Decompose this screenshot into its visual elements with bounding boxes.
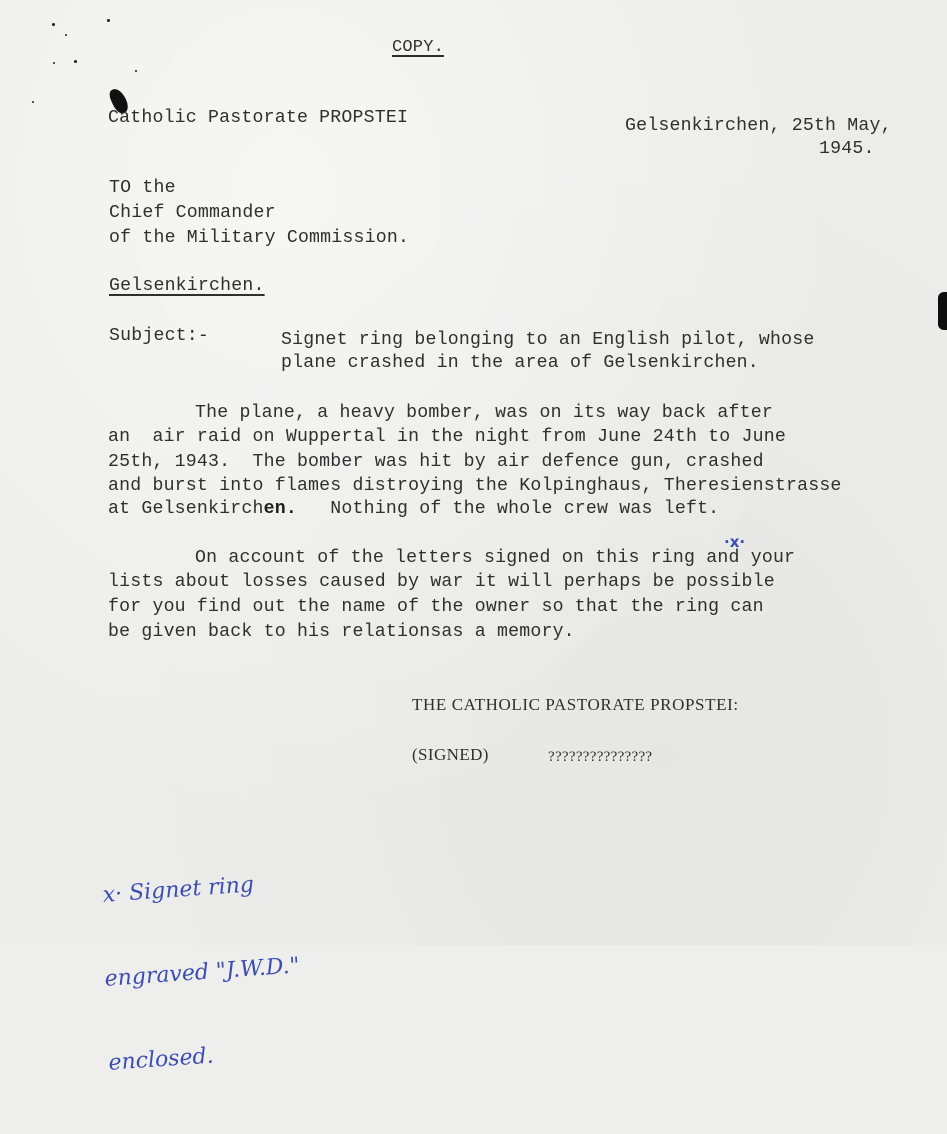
edge-mark <box>938 292 947 330</box>
paragraph1-line5-part-a: at Gelsenkirch <box>108 499 264 519</box>
place-date-line2: 1945. <box>819 139 875 159</box>
signed-label: (SIGNED) <box>412 745 489 764</box>
speck <box>65 34 67 36</box>
paragraph1-line5 <box>108 497 719 521</box>
recipient-line3: of the Military Commission. <box>109 228 410 248</box>
place-date-line1: Gelsenkirchen, 25th May, <box>625 116 892 136</box>
speck <box>32 101 34 103</box>
paragraph2-line3: for you find out the name of the owner so that the ring can <box>108 597 764 617</box>
paragraph1-line3: 25th, 1943. The bomber was hit by air defence gun, crashed <box>108 452 764 472</box>
handwritten-note-line3: enclosed. <box>107 1043 215 1076</box>
handwritten-note-line2: engraved "J.W.D." <box>103 953 301 992</box>
speck <box>107 19 110 22</box>
annotation-x-mark: ·x· <box>724 533 746 551</box>
speck <box>135 70 137 72</box>
paragraph2-line1: On account of the letters signed on this ring and your <box>195 548 796 568</box>
paragraph2-line2: lists about losses caused by war it will perhaps be possible <box>108 572 775 592</box>
paragraph1-line5-part-c: Nothing of the whole crew was left. <box>296 499 720 519</box>
sender-name: Catholic Pastorate PROPSTEI <box>108 108 409 128</box>
handwritten-note-line1: x· Signet ring <box>101 872 255 908</box>
subject-line1: Signet ring belonging to an English pilot, whose <box>281 330 815 350</box>
paragraph1-line1: The plane, a heavy bomber, was on its way back after <box>195 403 773 423</box>
recipient-line1: TO the <box>109 178 176 198</box>
handwritten-note <box>98 813 310 1134</box>
recipient-line2: Chief Commander <box>109 203 276 223</box>
signature-placeholder: ??????????????? <box>548 749 653 765</box>
speck <box>52 23 55 26</box>
paragraph1-line2: an air raid on Wuppertal in the night from June 24th to June <box>108 427 786 447</box>
speck <box>53 62 55 64</box>
paragraph1-line5-overstrike: en. <box>263 499 297 519</box>
subject-line2: plane crashed in the area of Gelsenkirchen. <box>281 353 759 373</box>
subject-label: Subject:- <box>109 326 210 346</box>
signature-org: THE CATHOLIC PASTORATE PROPSTEI: <box>412 695 739 714</box>
recipient-city: Gelsenkirchen. <box>109 276 265 296</box>
paragraph2-line4: be given back to his relationsas a memory. <box>108 622 575 642</box>
copy-label: COPY. <box>392 38 445 57</box>
paragraph1-line4: and burst into flames distroying the Kolpinghaus, Theresienstrasse <box>108 476 842 496</box>
speck <box>74 60 77 63</box>
